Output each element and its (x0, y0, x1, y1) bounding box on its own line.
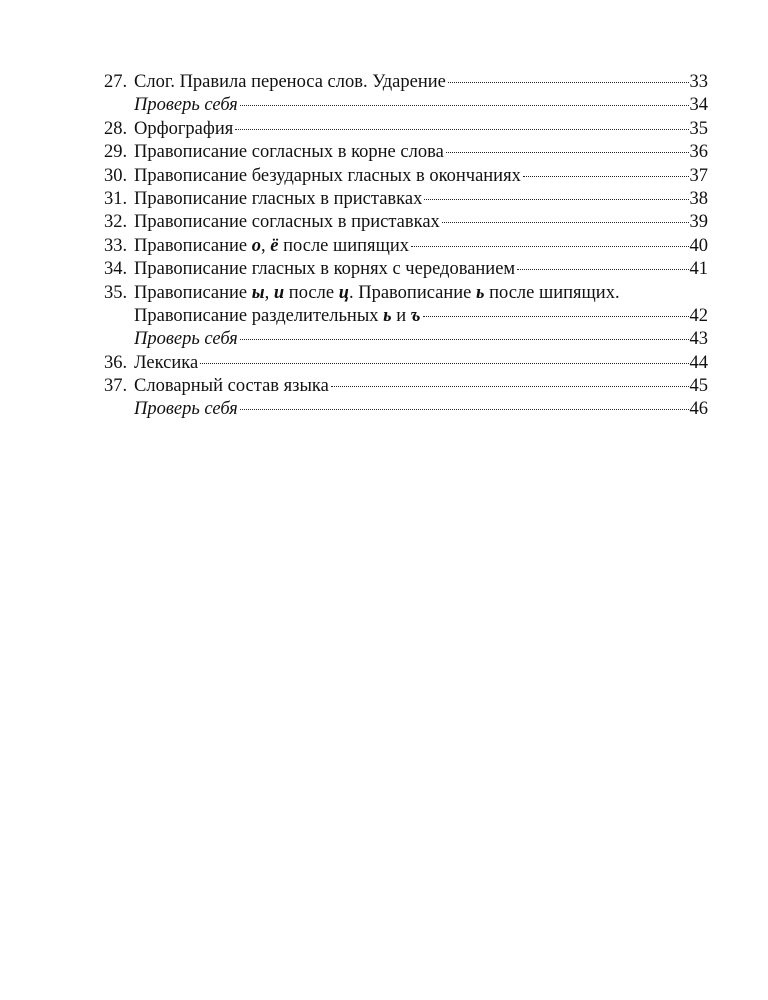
dot-leader (411, 246, 689, 247)
toc-entry[interactable] (104, 71, 708, 94)
dot-leader (200, 363, 688, 364)
toc-entry[interactable] (104, 282, 708, 305)
entry-title: Лексика (134, 352, 199, 373)
toc-entry[interactable] (104, 352, 708, 375)
toc-entry[interactable] (104, 165, 708, 188)
entry-title: Проверь себя (134, 95, 238, 116)
dot-leader (448, 82, 689, 83)
entry-title: Проверь себя (134, 399, 238, 420)
toc-entry[interactable] (104, 94, 708, 117)
entry-number: 27. (104, 72, 128, 92)
entry-number: 29. (104, 142, 128, 163)
dot-leader (424, 199, 688, 200)
toc-entry[interactable] (104, 211, 708, 234)
dot-leader (235, 129, 688, 130)
entry-number: 33. (104, 235, 128, 256)
table-of-contents (104, 71, 708, 422)
page-number: 45 (689, 376, 708, 397)
page-number: 34 (689, 95, 708, 116)
dot-leader (240, 339, 689, 340)
entry-title: Орфография (134, 118, 234, 139)
entry-title: Словарный состав языка (134, 376, 329, 397)
entry-number: 30. (104, 165, 128, 186)
page-number: 35 (689, 118, 708, 139)
entry-title: Проверь себя (134, 329, 238, 350)
entry-title: Слог. Правила переноса слов. Ударение (134, 72, 446, 92)
page-number: 36 (689, 142, 708, 163)
page-number: 41 (689, 259, 708, 280)
entry-number: 37. (104, 376, 128, 397)
dot-leader (240, 409, 689, 410)
entry-title: Правописание разделительных ь и ъ (134, 305, 421, 326)
toc-entry[interactable] (104, 188, 708, 211)
toc-entry[interactable] (104, 305, 708, 328)
dot-leader (442, 222, 689, 223)
entry-title: Правописание о, ё после шипящих (134, 235, 409, 256)
entry-title: Правописание безударных гласных в окончаниях (134, 165, 521, 186)
page-number: 38 (689, 188, 708, 209)
entry-title: Правописание согласных в приставках (134, 212, 440, 233)
entry-number: 28. (104, 118, 128, 139)
toc-entry[interactable] (104, 375, 708, 398)
toc-entry[interactable] (104, 328, 708, 351)
page-number: 44 (689, 352, 708, 373)
entry-title: Правописание гласных в приставках (134, 188, 423, 209)
page-number: 37 (689, 165, 708, 186)
toc-entry[interactable] (104, 235, 708, 258)
page-number: 46 (689, 399, 708, 420)
toc-entry[interactable] (104, 118, 708, 141)
entry-title: Правописание согласных в корне слова (134, 142, 444, 163)
page-number: 43 (689, 329, 708, 350)
toc-entry[interactable] (104, 141, 708, 164)
page-number: 42 (689, 305, 708, 326)
entry-title: Правописание гласных в корнях с чередованием (134, 259, 516, 280)
toc-entry[interactable] (104, 398, 708, 421)
dot-leader (523, 176, 689, 177)
entry-number: 34. (104, 259, 128, 280)
page-number: 40 (689, 235, 708, 256)
page-number: 39 (689, 212, 708, 233)
toc-entry[interactable] (104, 258, 708, 281)
entry-number: 32. (104, 212, 128, 233)
dot-leader (240, 105, 689, 106)
dot-leader (331, 386, 689, 387)
dot-leader (517, 269, 688, 270)
entry-title: Правописание ы, и после ц. Правописание ь после шипящих. (134, 282, 620, 303)
entry-number: 31. (104, 188, 128, 209)
page-number: 33 (689, 72, 708, 92)
dot-leader (423, 316, 689, 317)
entry-number: 36. (104, 352, 128, 373)
dot-leader (446, 152, 689, 153)
entry-number: 35. (104, 282, 128, 303)
